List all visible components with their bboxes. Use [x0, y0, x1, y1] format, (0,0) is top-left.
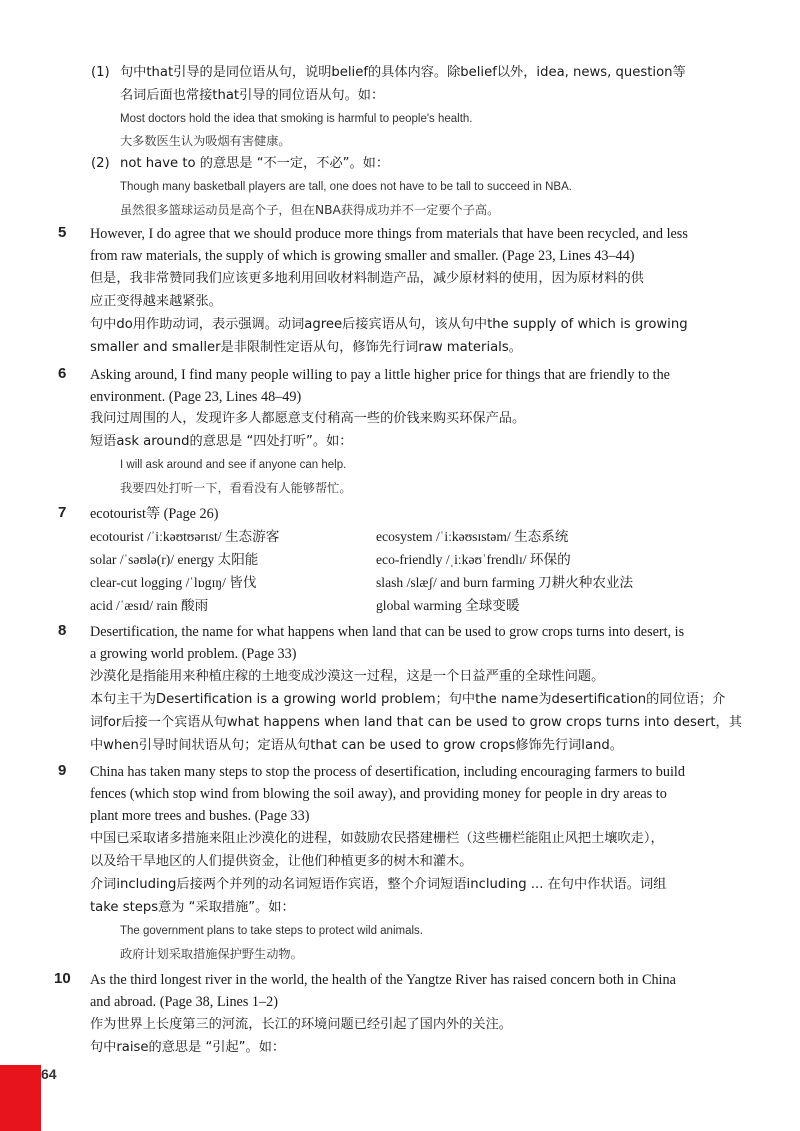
item-number: 7	[58, 504, 67, 521]
translation: 应正变得越来越紧张。	[90, 294, 222, 309]
sub-item-label: (2)	[91, 156, 110, 171]
example-translation: 政府计划采取措施保护野生动物。	[120, 947, 303, 961]
example-translation: 我要四处打听一下，看看没有人能够帮忙。	[120, 481, 352, 495]
translation: 但是，我非常赞同我们应该更多地利用回收材料制造产品，减少原材料的使用，因为原材料的供	[90, 271, 644, 286]
sub-item-label: (1)	[91, 65, 110, 80]
explanation: take steps意为 “采取措施”。如：	[90, 900, 295, 915]
translation: 以及给干旱地区的人们提供资金，让他们种植更多的树木和灌木。	[90, 854, 473, 869]
item-number: 6	[58, 365, 67, 382]
vocab-title: ecotourist等 (Page 26)	[90, 506, 219, 522]
source-sentence: As the third longest river in the world, the health of the Yangtze River has raised concern both in China	[90, 972, 676, 988]
explanation: 句中raise的意思是 “引起”。如：	[90, 1040, 286, 1055]
sub-item-text: 名词后面也常接that引导的同位语从句。如：	[120, 88, 385, 103]
translation: 中国已采取诸多措施来阻止沙漠化的进程，如鼓励农民搭建栅栏（这些栅栏能阻止风把土壤吹走），	[90, 831, 664, 846]
explanation: 介词including后接两个并列的动名词短语作宾语，整个介词短语including ... 在句中作状语。词组	[90, 877, 667, 892]
page-number-tab	[0, 1065, 41, 1131]
vocab-term: ecotourist /ˈiːkəʊtʊərɪst/ 生态游客	[90, 529, 280, 544]
explanation: 本句主干为Desertification is a growing world problem；句中the name为desertification的同位语；介	[90, 692, 726, 707]
example-sentence: Though many basketball players are tall, one does not have to be tall to succeed in NBA.	[120, 181, 572, 193]
source-sentence: China has taken many steps to stop the process of desertification, including encouraging farmers to build	[90, 764, 685, 780]
example-sentence: I will ask around and see if anyone can help.	[120, 459, 347, 471]
translation: 沙漠化是指能用来种植庄稼的土地变成沙漠这一过程，这是一个日益严重的全球性问题。	[90, 669, 605, 684]
example-translation: 虽然很多篮球运动员是高个子，但在NBA获得成功并不一定要个子高。	[120, 203, 500, 217]
vocab-term: acid /ˈæsɪd/ rain 酸雨	[90, 598, 209, 613]
vocab-term: ecosystem /ˈiːkəʊsɪstəm/ 生态系统	[376, 529, 569, 544]
source-sentence: environment. (Page 23, Lines 48–49)	[90, 389, 302, 405]
item-number: 8	[58, 622, 67, 639]
page-number: 64	[41, 1066, 57, 1082]
source-sentence: fences (which stop wind from blowing the soil away), and providing money for people in dry areas to	[90, 786, 667, 802]
source-sentence: However, I do agree that we should produce more things from materials that have been recycled, and less	[90, 226, 688, 242]
item-number: 10	[54, 970, 71, 987]
explanation: 短语ask around的意思是 “四处打听”。如：	[90, 434, 353, 449]
translation: 作为世界上长度第三的河流，长江的环境问题已经引起了国内外的关注。	[90, 1017, 512, 1032]
source-sentence: plant more trees and bushes. (Page 33)	[90, 808, 310, 824]
vocab-term: solar /ˈsəʊlə(r)/ energy 太阳能	[90, 552, 259, 567]
vocab-term: slash /slæʃ/ and burn farming 刀耕火种农业法	[376, 575, 634, 590]
source-sentence: from raw materials, the supply of which is growing smaller and smaller. (Page 23, Lines 43–44)	[90, 248, 635, 264]
source-sentence: and abroad. (Page 38, Lines 1–2)	[90, 994, 278, 1010]
explanation: 词for后接一个宾语从句what happens when land that can be used to grow crops turns into desert，其	[90, 715, 742, 730]
explanation: 中when引导时间状语从句；定语从句that can be used to grow crops修饰先行词land。	[90, 738, 623, 753]
example-sentence: The government plans to take steps to protect wild animals.	[120, 925, 423, 937]
explanation: 句中do用作助动词，表示强调。动词agree后接宾语从句，该从句中the supply of which is growing	[90, 317, 688, 332]
example-sentence: Most doctors hold the idea that smoking is harmful to people's health.	[120, 113, 473, 125]
source-sentence: Desertification, the name for what happens when land that can be used to grow crops turns into desert, is	[90, 624, 685, 640]
vocab-term: global warming 全球变暖	[376, 598, 520, 613]
example-translation: 大多数医生认为吸烟有害健康。	[120, 134, 291, 148]
sub-item-text: not have to 的意思是 “不一定，不必”。如：	[120, 156, 390, 171]
translation: 我问过周围的人，发现许多人都愿意支付稍高一些的价钱来购买环保产品。	[90, 411, 526, 426]
item-number: 9	[58, 762, 67, 779]
vocab-term: eco-friendly /ˌiːkəʊˈfrendlɪ/ 环保的	[376, 552, 571, 567]
sub-item-text: 句中that引导的是同位语从句，说明belief的具体内容。除belief以外，idea, news, question等	[120, 65, 686, 80]
vocab-term: clear-cut logging /ˈlɒgɪŋ/ 皆伐	[90, 575, 257, 590]
explanation: smaller and smaller是非限制性定语从句，修饰先行词raw materials。	[90, 340, 522, 355]
source-sentence: a growing world problem. (Page 33)	[90, 646, 297, 662]
source-sentence: Asking around, I find many people willing to pay a little higher price for things that are friendly to the	[90, 367, 670, 383]
item-number: 5	[58, 224, 67, 241]
